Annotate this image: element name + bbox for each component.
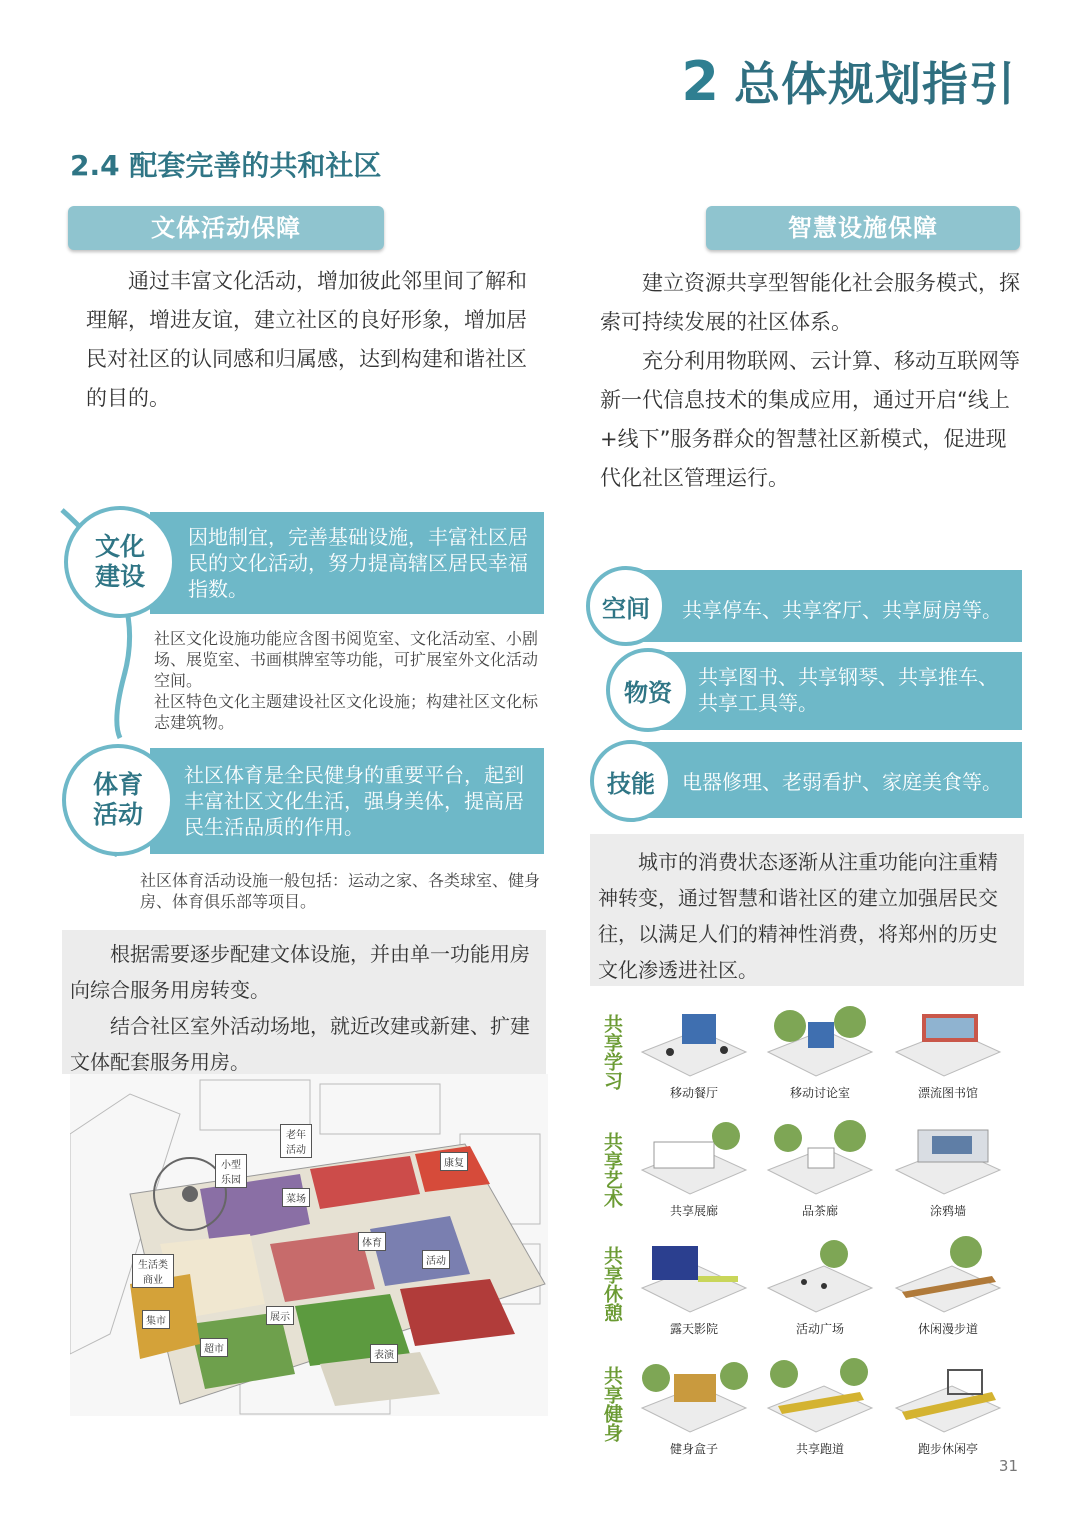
caption: 休闲漫步道 (917, 1322, 978, 1336)
skills-badge: 技能 (590, 740, 672, 822)
caption: 漂流图书馆 (917, 1086, 978, 1100)
map-label: 老年活动 (280, 1124, 312, 1158)
leisure-walkway-icon (892, 1236, 1004, 1316)
right-p2: 充分利用物联网、云计算、移动互联网等新一代信息技术的集成应用，通过开启“线上+线下”服务群众的智慧社区新模式，促进现代化社区管理运行。 (600, 349, 1020, 490)
caption: 活动广场 (795, 1322, 844, 1336)
culture-detail-2: 社区特色文化主题建设社区文化设施；构建社区文化标志建筑物。 (154, 692, 539, 732)
map-label: 超市 (200, 1338, 228, 1357)
right-gray-text: 城市的消费状态逐渐从注重功能向注重精神转变，通过智慧和谐社区的建立加强居民交往，以满足人们的精神性消费，将郑州的历史文化渗透进社区。 (598, 850, 998, 982)
page-number: 31 (998, 1457, 1018, 1475)
goods-row-text: 共享图书、共享钢琴、共享推车、共享工具等。 (698, 665, 998, 715)
chapter-number: 2 (681, 50, 720, 113)
left-heading-pill: 文体活动保障 (68, 206, 384, 250)
goods-row (650, 652, 1022, 730)
left-gray-box (62, 930, 546, 1074)
chapter-title: 总体规划指引 (734, 57, 1016, 111)
category-fitness: 共享健身 (601, 1366, 623, 1442)
right-p1: 建立资源共享型智能化社会服务模式，探索可持续发展的社区体系。 (600, 271, 1020, 334)
caption: 露天影院 (669, 1322, 718, 1336)
caption: 移动餐厅 (669, 1086, 718, 1100)
skills-row-text: 电器修理、老弱看护、家庭美食等。 (682, 770, 1002, 794)
culture-badge (64, 506, 176, 618)
mobile-discussion-room-icon (764, 1000, 876, 1080)
sports-bar-text: 社区体育是全民健身的重要平台，起到丰富社区文化生活，强身美体，提高居民生活品质的作用。 (184, 763, 524, 839)
sports-badge-line2: 活动 (92, 800, 143, 829)
drifting-library-icon (892, 1000, 1004, 1080)
culture-bar (150, 512, 544, 614)
goods-badge: 物资 (606, 648, 690, 732)
category-rest: 共享休憩 (601, 1246, 623, 1322)
culture-detail-1: 社区文化设施功能应含图书阅览室、文化活动室、小剧场、展览室、书画棋牌室等功能，可扩展室外文化活动空间。 (154, 629, 539, 690)
space-badge: 空间 (586, 566, 666, 646)
map-label: 康复 (440, 1152, 468, 1171)
space-row-text: 共享停车、共享客厅、共享厨房等。 (682, 598, 1002, 622)
map-label: 小型乐园 (215, 1154, 247, 1188)
sports-badge-line1: 体育 (92, 770, 143, 799)
space-row (620, 570, 1022, 642)
left-intro (86, 262, 536, 418)
caption: 跑步休闲亭 (917, 1442, 978, 1456)
community-illustration (70, 1074, 548, 1416)
chapter-heading (681, 48, 1016, 114)
caption: 共享展廊 (669, 1204, 718, 1218)
left-gray-p1: 根据需要逐步配建文体设施，并由单一功能用房向综合服务用房转变。 (70, 942, 530, 1002)
activity-plaza-icon (764, 1236, 876, 1316)
shared-track-icon (764, 1356, 876, 1436)
caption: 移动讨论室 (789, 1086, 850, 1100)
map-label: 表演 (370, 1344, 398, 1363)
map-label: 体育 (358, 1232, 386, 1251)
left-gray-p2: 结合社区室外活动场地，就近改建或新建、扩建文体配套服务用房。 (70, 1014, 530, 1074)
right-heading-pill: 智慧设施保障 (706, 206, 1020, 250)
caption: 品茶廊 (801, 1204, 838, 1218)
culture-bar-text: 因地制宜，完善基础设施，丰富社区居民的文化活动，努力提高辖区居民幸福指数。 (188, 525, 528, 601)
section-title: 2.4 配套完善的共和社区 (70, 149, 382, 182)
tea-corridor-icon (764, 1118, 876, 1198)
map-label: 集市 (142, 1310, 170, 1329)
culture-badge-line2: 建设 (94, 562, 145, 591)
right-gray-box (590, 834, 1024, 986)
outdoor-cinema-icon (638, 1236, 750, 1316)
map-label: 展示 (266, 1306, 294, 1325)
sports-badge (62, 744, 174, 856)
caption: 健身盒子 (669, 1442, 718, 1456)
right-intro (600, 264, 1020, 498)
caption: 共享跑道 (795, 1442, 844, 1456)
map-label: 活动 (422, 1250, 450, 1269)
culture-badge-line1: 文化 (94, 532, 145, 561)
left-intro-text: 通过丰富文化活动，增加彼此邻里间了解和理解，增进友谊，建立社区的良好形象，增加居民对社区的认同感和归属感，达到构建和谐社区的目的。 (86, 269, 527, 410)
caption: 涂鸦墙 (929, 1204, 966, 1218)
graffiti-wall-icon (892, 1118, 1004, 1198)
category-art: 共享艺术 (601, 1132, 623, 1208)
map-label: 菜场 (282, 1188, 310, 1207)
map-label: 生活类商业 (132, 1254, 174, 1288)
sports-detail: 社区体育活动设施一般包括：运动之家、各类球室、健身房、体育俱乐部等项目。 (140, 871, 541, 911)
culture-detail (154, 628, 546, 733)
category-learning: 共享学习 (601, 1014, 623, 1090)
fitness-box-icon (638, 1356, 750, 1436)
mobile-dining-icon (638, 1000, 750, 1080)
shared-gallery-icon (638, 1118, 750, 1198)
skills-row (620, 742, 1022, 818)
sports-bar (150, 748, 544, 854)
sharing-grid (596, 1000, 1026, 1460)
running-pavilion-icon (892, 1356, 1004, 1436)
